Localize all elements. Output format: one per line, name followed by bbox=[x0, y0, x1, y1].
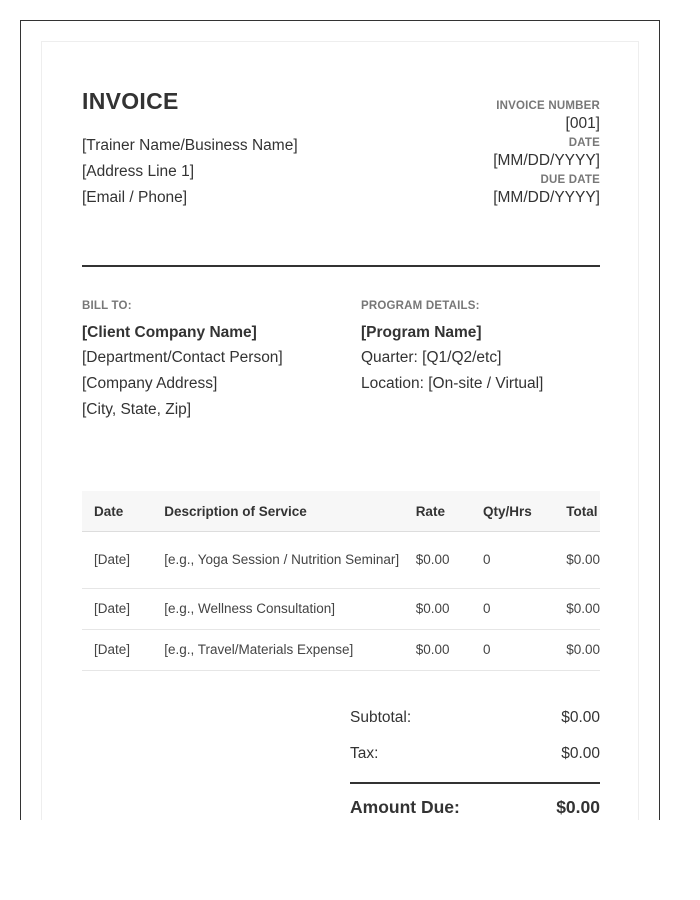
header-description: Description of Service bbox=[152, 491, 403, 532]
row-qty: 0 bbox=[471, 532, 554, 589]
header-rate: Rate bbox=[404, 491, 471, 532]
row-rate: $0.00 bbox=[404, 589, 471, 630]
tax-value: $0.00 bbox=[561, 745, 600, 762]
row-total: $0.00 bbox=[554, 589, 600, 630]
row-date: [Date] bbox=[82, 630, 152, 671]
amount-due-value: $0.00 bbox=[556, 797, 600, 817]
invoice-date-value: [MM/DD/YYYY] bbox=[493, 152, 600, 169]
invoice-number-value: [001] bbox=[565, 115, 600, 132]
row-description: [e.g., Yoga Session / Nutrition Seminar] bbox=[152, 532, 403, 589]
header-divider bbox=[82, 265, 600, 267]
invoice-date-label: DATE bbox=[568, 137, 600, 149]
subtotal-label: Subtotal: bbox=[350, 709, 412, 726]
amount-due-row bbox=[350, 796, 600, 820]
client-contact: [Department/Contact Person] bbox=[82, 349, 283, 366]
trainer-address: [Address Line 1] bbox=[82, 163, 195, 180]
due-date-label: DUE DATE bbox=[540, 174, 600, 186]
program-details-block bbox=[361, 299, 543, 397]
row-date: [Date] bbox=[82, 589, 152, 630]
header-total: Total bbox=[554, 491, 600, 532]
line-items-table bbox=[82, 491, 600, 671]
invoice-meta bbox=[493, 87, 600, 218]
row-date: [Date] bbox=[82, 532, 152, 589]
client-city: [City, State, Zip] bbox=[82, 401, 192, 418]
amount-due-label: Amount Due: bbox=[350, 797, 460, 817]
invoice-header bbox=[82, 87, 600, 265]
invoice-content bbox=[82, 87, 600, 820]
page-frame bbox=[20, 20, 660, 820]
table-row bbox=[82, 589, 600, 630]
row-description: [e.g., Wellness Consultation] bbox=[152, 589, 403, 630]
row-total: $0.00 bbox=[554, 630, 600, 671]
table-row bbox=[82, 630, 600, 671]
table-row bbox=[82, 532, 600, 589]
subtotal-row bbox=[350, 707, 600, 743]
invoice-title: INVOICE bbox=[82, 88, 179, 114]
subtotal-value: $0.00 bbox=[561, 709, 600, 726]
program-location: Location: [On-site / Virtual] bbox=[361, 375, 544, 392]
row-rate: $0.00 bbox=[404, 630, 471, 671]
client-address: [Company Address] bbox=[82, 375, 218, 392]
row-qty: 0 bbox=[471, 589, 554, 630]
invoice-sheet bbox=[41, 41, 639, 820]
row-description: [e.g., Travel/Materials Expense] bbox=[152, 630, 403, 671]
invoice-number-label: INVOICE NUMBER bbox=[496, 100, 600, 112]
due-date-value: [MM/DD/YYYY] bbox=[493, 189, 600, 206]
totals-divider bbox=[350, 782, 600, 784]
table-header-row bbox=[82, 491, 600, 532]
row-total: $0.00 bbox=[554, 532, 600, 589]
header-date: Date bbox=[82, 491, 152, 532]
header-qty: Qty/Hrs bbox=[471, 491, 554, 532]
parties-section bbox=[82, 299, 600, 491]
trainer-name: [Trainer Name/Business Name] bbox=[82, 137, 298, 154]
trainer-block bbox=[82, 87, 298, 211]
tax-row bbox=[350, 743, 600, 779]
bill-to-label: BILL TO: bbox=[82, 300, 132, 312]
bill-to-block bbox=[82, 299, 283, 423]
tax-label: Tax: bbox=[350, 745, 379, 762]
program-details-label: PROGRAM DETAILS: bbox=[361, 300, 480, 312]
totals-section bbox=[350, 707, 600, 820]
client-company-name: [Client Company Name] bbox=[82, 324, 257, 341]
trainer-details bbox=[82, 133, 298, 211]
row-qty: 0 bbox=[471, 630, 554, 671]
trainer-contact: [Email / Phone] bbox=[82, 189, 188, 206]
row-rate: $0.00 bbox=[404, 532, 471, 589]
program-name: [Program Name] bbox=[361, 324, 482, 341]
program-quarter: Quarter: [Q1/Q2/etc] bbox=[361, 349, 502, 366]
